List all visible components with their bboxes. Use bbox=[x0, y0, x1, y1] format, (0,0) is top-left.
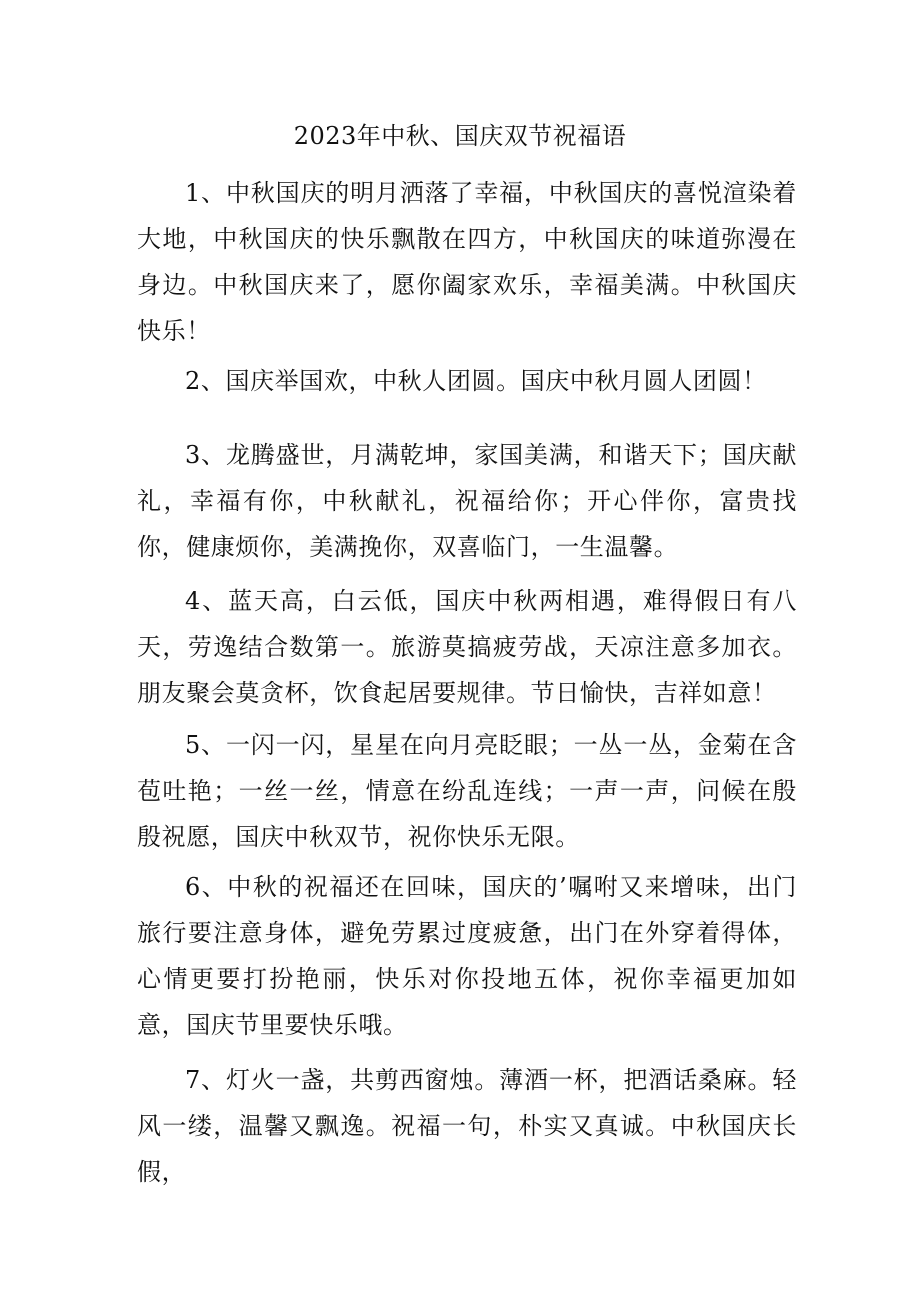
paragraph-6: 6、中秋的祝福还在回味，国庆的’嘱咐又来增味，出门旅行要注意身体，避免劳累过度疲惫，出门在外穿着得体，心情更要打扮艳丽，快乐对你投地五体，祝你幸福更加如意，国庆节里要快乐哦。 bbox=[137, 873, 797, 1039]
paragraph-3: 3、龙腾盛世，月满乾坤，家国美满，和谐天下；国庆献礼，幸福有你，中秋献礼，祝福给你；开心伴你，富贵找你，健康烦你，美满挽你，双喜临门，一生温馨。 bbox=[137, 441, 797, 561]
document-title: 2023年中秋、国庆双节祝福语 bbox=[293, 122, 627, 150]
paragraph-4: 4、蓝天高，白云低，国庆中秋两相遇，难得假日有八天，劳逸结合数第一。旅游莫搞疲劳战，天凉注意多加衣。朋友聚会莫贪杯，饮食起居要规律。节日愉快，吉祥如意！ bbox=[137, 587, 797, 707]
paragraph-1: 1、中秋国庆的明月洒落了幸福，中秋国庆的喜悦渲染着大地，中秋国庆的快乐飘散在四方，中秋国庆的味道弥漫在身边。中秋国庆来了，愿你阖家欢乐，幸福美满。中秋国庆快乐！ bbox=[137, 179, 797, 345]
paragraph-7: 7、灯火一盏，共剪西窗烛。薄酒一杯，把酒话桑麻。轻风一缕，温馨又飘逸。祝福一句，朴实又真诚。中秋国庆长假， bbox=[137, 1066, 797, 1186]
paragraph-5: 5、一闪一闪，星星在向月亮眨眼；一丛一丛，金菊在含苞吐艳；一丝一丝，情意在纷乱连线；一声一声，问候在殷殷祝愿，国庆中秋双节，祝你快乐无限。 bbox=[137, 731, 797, 851]
paragraph-2: 2、国庆举国欢，中秋人团圆。国庆中秋月圆人团圆！ bbox=[185, 367, 767, 395]
